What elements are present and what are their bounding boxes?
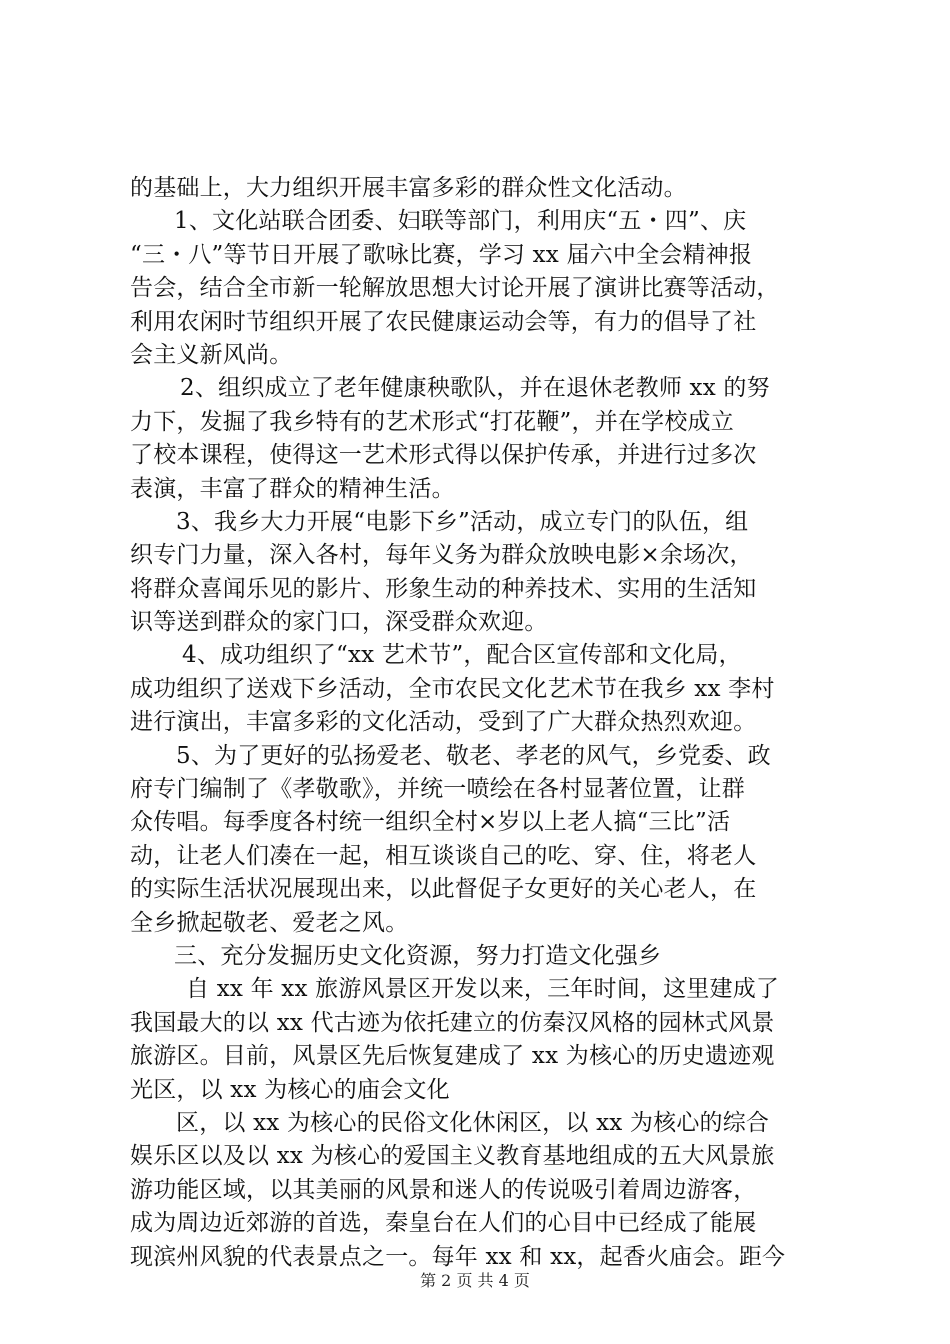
section-heading: 三、充分发掘历史文化资源，努力打造文化强乡 [174, 942, 662, 969]
text-line: 进行演出，丰富多彩的文化活动，受到了广大群众热烈欢迎。 [130, 709, 757, 736]
text-line: 自 xx 年 xx 旅游风景区开发以来，三年时间，这里建成了 [186, 976, 780, 1003]
text-line: 1、文化站联合团委、妇联等部门，利用庆“五・四”、庆 [174, 208, 747, 235]
text-line: 旅游区。目前，风景区先后恢复建成了 xx 为核心的历史遗迹观 [130, 1043, 775, 1070]
text-line: 了校本课程，使得这一艺术形式得以保护传承，并进行过多次 [130, 442, 757, 469]
text-line: 成功组织了送戏下乡活动，全市农民文化艺术节在我乡 xx 李村 [130, 675, 775, 702]
text-line: 4、成功组织了“xx 艺术节”，配合区宣传部和文化局， [182, 642, 742, 669]
text-line: 娱乐区以及以 xx 为核心的爱国主义教育基地组成的五大风景旅 [130, 1143, 775, 1170]
text-line: 全乡掀起敬老、爱老之风。 [130, 909, 409, 936]
text-line: “三・八”等节日开展了歌咏比赛，学习 xx 届六中全会精神报 [130, 241, 753, 268]
text-line: 表演，丰富了群众的精神生活。 [130, 475, 455, 502]
text-line: 光区，以 xx 为核心的庙会文化 [130, 1076, 450, 1103]
text-line: 的基础上，大力组织开展丰富多彩的群众性文化活动。 [130, 175, 687, 201]
text-line: 识等送到群众的家门口，深受群众欢迎。 [130, 609, 548, 636]
text-line: 会主义新风尚。 [130, 341, 293, 368]
text-line: 将群众喜闻乐见的影片、形象生动的种养技术、实用的生活知 [130, 575, 757, 602]
document-body [130, 172, 830, 1274]
text-line: 成为周边近郊游的首选，秦皇台在人们的心目中已经成了能展 [130, 1210, 757, 1237]
text-line: 的实际生活状况展现出来，以此督促子女更好的关心老人，在 [130, 876, 757, 903]
text-line: 府专门编制了《孝敬歌》，并统一喷绘在各村显著位置，让群 [130, 776, 745, 803]
text-line: 2、组织成立了老年健康秧歌队，并在退休老教师 xx 的努 [180, 375, 770, 402]
text-line: 我国最大的以 xx 代古迹为依托建立的仿秦汉风格的园林式风景 [130, 1009, 775, 1036]
text-line: 3、我乡大力开展“电影下乡”活动，成立专门的队伍，组 [176, 508, 749, 535]
text-line: 现滨州风貌的代表景点之一。每年 xx 和 xx，起香火庙会。距今 [130, 1243, 786, 1270]
text-line: 织专门力量，深入各村，每年义务为群众放映电影×余场次， [130, 542, 753, 569]
text-line: 5、为了更好的弘扬爱老、敬老、孝老的风气，乡党委、政 [176, 742, 771, 769]
page-number-footer: 第 2 页 共 4 页 [420, 1271, 530, 1290]
text-line: 游功能区域，以其美丽的风景和迷人的传说吸引着周边游客， [130, 1176, 757, 1203]
text-line: 区，以 xx 为核心的民俗文化休闲区，以 xx 为核心的综合 [176, 1109, 770, 1136]
text-line: 力下，发掘了我乡特有的艺术形式“打花鞭”，并在学校成立 [130, 408, 734, 435]
text-line: 利用农闲时节组织开展了农民健康运动会等，有力的倡导了社 [130, 308, 757, 335]
text-line: 动，让老人们凑在一起，相互谈谈自己的吃、穿、住，将老人 [130, 842, 757, 869]
text-line: 告会，结合全市新一轮解放思想大讨论开展了演讲比赛等活动， [130, 275, 780, 302]
text-line: 众传唱。每季度各村统一组织全村×岁以上老人搞“三比”活 [130, 809, 731, 836]
